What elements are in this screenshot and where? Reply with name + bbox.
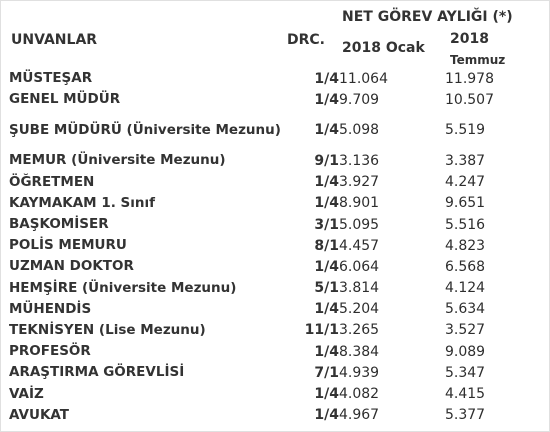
row-title: POLİS MEMURU — [9, 237, 127, 254]
row-title: UZMAN DOKTOR — [9, 258, 134, 275]
row-salary-january: 3.927 — [339, 174, 380, 191]
row-title: ARAŞTIRMA GÖREVLİSİ — [9, 364, 185, 381]
row-salary-july: 6.568 — [445, 258, 486, 275]
row-salary-january: 4.967 — [339, 407, 380, 424]
row-salary-july: 9.089 — [445, 343, 486, 360]
header-2018-july-month: Temmuz — [450, 53, 506, 67]
row-title: GENEL MÜDÜR — [9, 91, 121, 108]
table-row — [9, 110, 545, 150]
header-2018-july-year: 2018 — [450, 31, 489, 47]
table-row — [9, 383, 545, 404]
row-salary-january: 5.095 — [339, 216, 380, 233]
row-grade: 1/4 — [314, 70, 339, 87]
table-row — [9, 235, 545, 256]
table-row — [9, 405, 545, 426]
row-salary-january: 4.082 — [339, 386, 380, 403]
row-salary-january: 4.457 — [339, 237, 380, 254]
row-title: MÜSTEŞAR — [9, 70, 93, 87]
table-row — [9, 172, 545, 193]
row-grade: 3/1 — [314, 216, 339, 233]
salary-rows — [9, 68, 545, 426]
row-grade: 1/4 — [314, 195, 339, 212]
row-grade: 9/1 — [314, 152, 339, 169]
row-title: ÖĞRETMEN — [9, 173, 95, 190]
row-salary-january: 5.204 — [339, 301, 380, 318]
row-salary-january: 4.939 — [339, 364, 380, 381]
row-title: PROFESÖR — [9, 343, 91, 360]
table-row — [9, 278, 545, 299]
row-salary-july: 3.527 — [445, 322, 486, 339]
row-title: VAİZ — [9, 385, 44, 402]
row-salary-july: 5.519 — [445, 122, 486, 139]
row-title: MEMUR (Üniversite Mezunu) — [9, 152, 226, 169]
row-title: MÜHENDİS — [9, 300, 92, 317]
row-title: BAŞKOMİSER — [9, 216, 109, 233]
table-row — [9, 341, 545, 362]
table-row — [9, 89, 545, 110]
row-grade: 5/1 — [314, 280, 339, 297]
row-grade: 8/1 — [314, 237, 339, 254]
row-grade: 1/4 — [314, 258, 339, 275]
row-grade: 1/4 — [314, 91, 339, 108]
row-salary-july: 4.823 — [445, 237, 486, 254]
row-grade: 1/4 — [314, 386, 339, 403]
row-title: HEMŞİRE (Üniversite Mezunu) — [9, 279, 237, 296]
row-salary-july: 10.507 — [445, 91, 494, 108]
row-title: KAYMAKAM 1. Sınıf — [9, 194, 156, 211]
row-salary-july: 4.124 — [445, 280, 486, 297]
row-salary-january: 3.265 — [339, 322, 380, 339]
row-title: AVUKAT — [9, 406, 70, 423]
row-grade: 1/4 — [314, 174, 339, 191]
row-salary-july: 5.347 — [445, 364, 486, 381]
row-grade: 11/1 — [304, 322, 339, 339]
table-row — [9, 299, 545, 320]
row-salary-july: 9.651 — [445, 195, 486, 212]
row-salary-january: 3.136 — [339, 152, 380, 169]
table-row — [9, 193, 545, 214]
row-salary-january: 8.901 — [339, 195, 380, 212]
table-row — [9, 320, 545, 341]
table-row — [9, 150, 545, 171]
row-salary-january: 5.098 — [339, 122, 380, 139]
table-row — [9, 68, 545, 89]
header-2018-january: 2018 Ocak — [342, 40, 425, 56]
row-grade: 7/1 — [314, 364, 339, 381]
row-title: ŞUBE MÜDÜRÜ (Üniversite Mezunu) — [9, 121, 281, 138]
row-title: TEKNİSYEN (Lise Mezunu) — [9, 321, 206, 338]
row-salary-july: 5.516 — [445, 216, 486, 233]
row-grade: 1/4 — [314, 301, 339, 318]
row-salary-july: 5.634 — [445, 301, 486, 318]
row-salary-january: 11.064 — [339, 70, 388, 87]
header-net-salary: NET GÖREV AYLIĞI (*) — [342, 9, 513, 25]
row-salary-january: 9.709 — [339, 91, 380, 108]
row-salary-january: 6.064 — [339, 258, 380, 275]
row-salary-july: 4.415 — [445, 386, 486, 403]
row-salary-july: 11.978 — [445, 70, 494, 87]
row-salary-july: 4.247 — [445, 174, 486, 191]
row-salary-january: 3.814 — [339, 280, 380, 297]
table-row — [9, 362, 545, 383]
row-salary-july: 5.377 — [445, 407, 486, 424]
header-title-column: UNVANLAR — [11, 32, 98, 48]
row-grade: 1/4 — [314, 343, 339, 360]
row-salary-january: 8.384 — [339, 343, 380, 360]
row-salary-july: 3.387 — [445, 152, 486, 169]
table-row — [9, 256, 545, 277]
header-grade-column: DRC. — [287, 32, 325, 48]
row-grade: 1/4 — [314, 122, 339, 139]
table-row — [9, 214, 545, 235]
row-grade: 1/4 — [314, 407, 339, 424]
